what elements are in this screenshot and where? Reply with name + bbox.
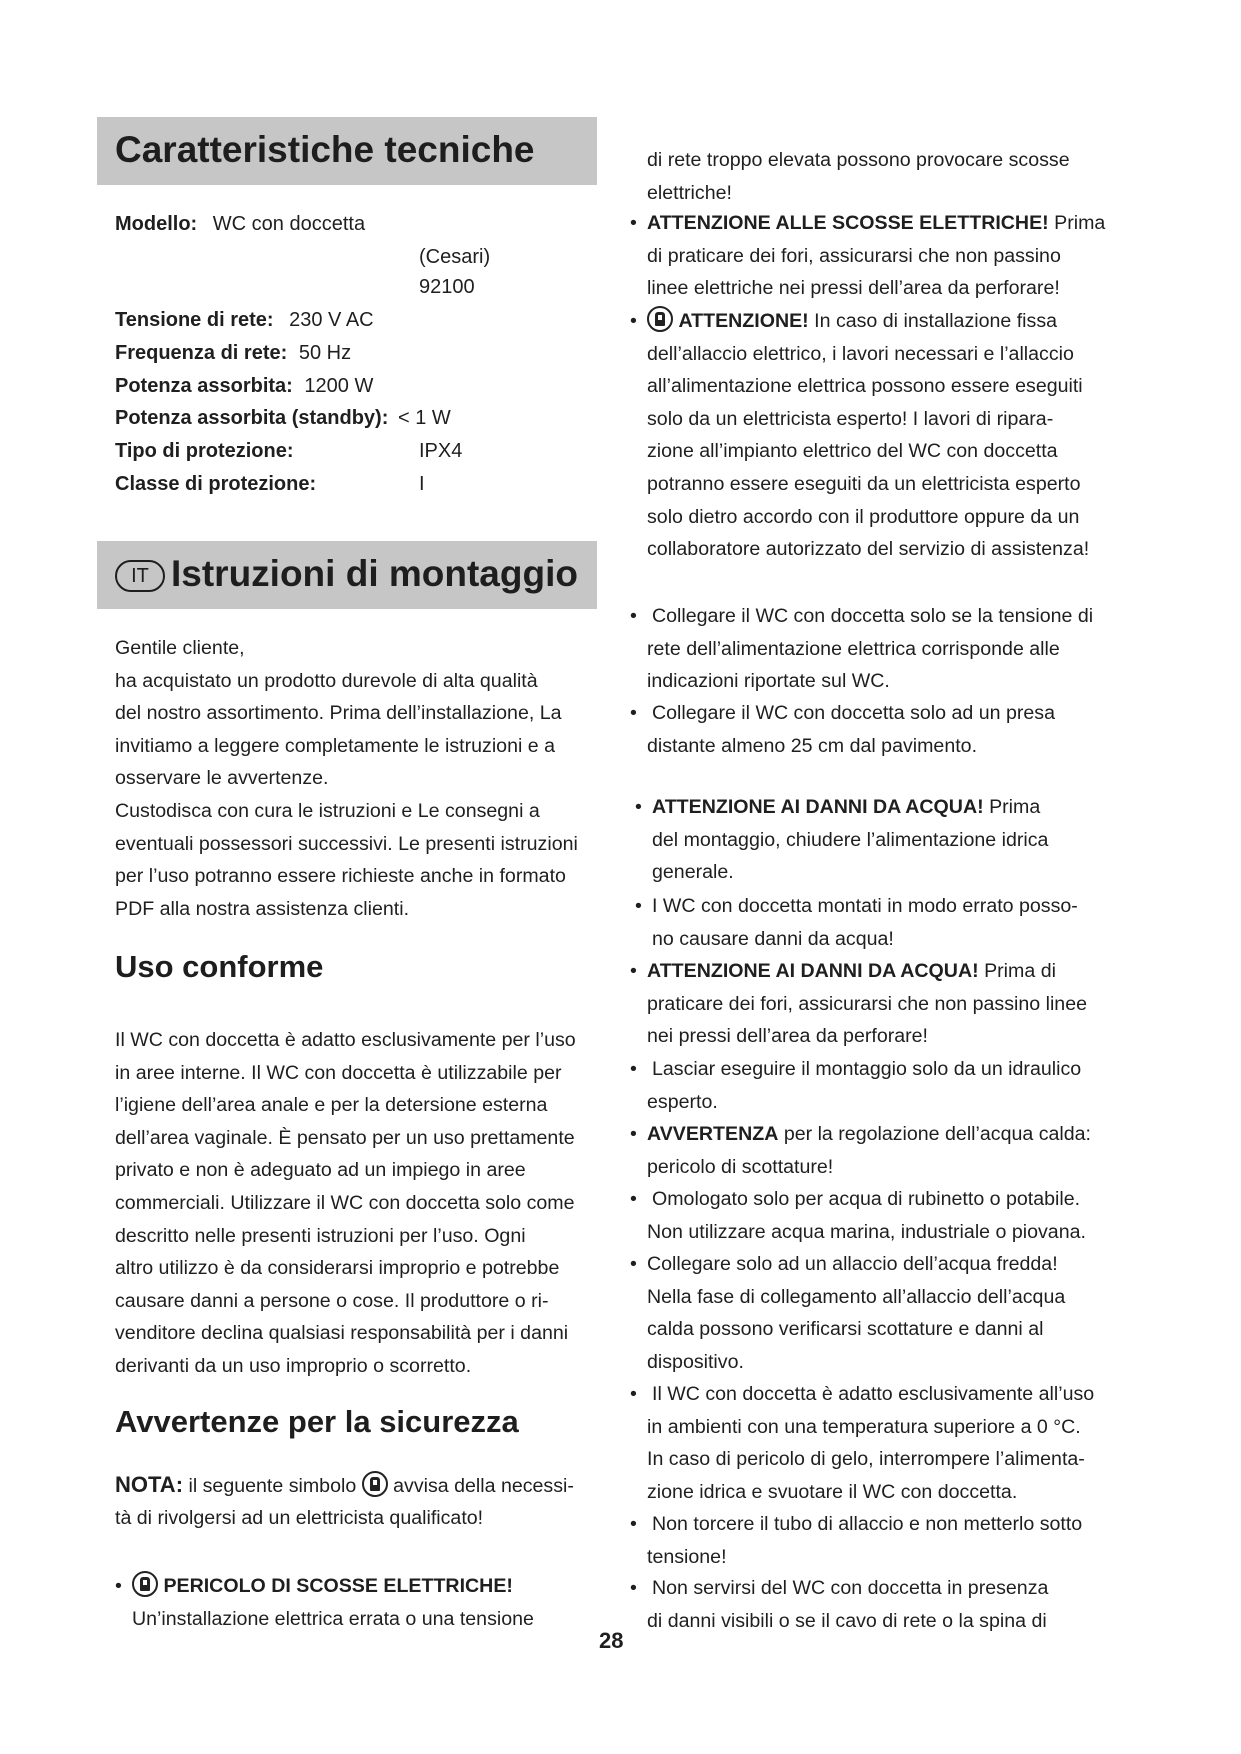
danger-title: PERICOLO DI SCOSSE ELETTRICHE! (163, 1575, 513, 1597)
specs-heading (97, 117, 597, 185)
bullet: • (630, 960, 637, 982)
spec-value: < 1 W (397, 407, 451, 429)
warning-label: ATTENZIONE ALLE SCOSSE ELETTRICHE! (647, 212, 1049, 234)
text-line: tà di rivolgersi ad un elettricista qualificato! (115, 1506, 484, 1529)
connect-voltage-item (630, 600, 1094, 698)
spec-row-protection-class (115, 473, 316, 496)
text-line: Gentile cliente, (115, 637, 245, 659)
text-line: no causare danni da acqua! (652, 927, 894, 950)
spec-value: IPX4 (419, 440, 463, 462)
bullet: • (630, 1058, 637, 1080)
warning-label: AVVERTENZA (647, 1123, 779, 1145)
bullet: • (630, 1123, 637, 1145)
text-line: esperto. (647, 1090, 718, 1113)
text-line: calda possono verificarsi scottature e danni al (647, 1318, 1044, 1341)
text-line: di danni visibili o se il cavo di rete o la spina di (647, 1609, 1047, 1632)
bullet: • (630, 1513, 637, 1535)
warning-text: Prima (989, 796, 1041, 818)
use-heading: Uso conforme (115, 949, 324, 984)
page-number: 28 (599, 1628, 624, 1653)
text-line: l’igiene dell’area anale e per la detersione esterna (115, 1094, 548, 1117)
model-extra-line: (Cesari) (419, 246, 491, 268)
spec-value: 230 V AC (289, 309, 374, 331)
text-line: osservare le avvertenze. (115, 767, 329, 790)
approved-water-item (630, 1183, 1086, 1248)
text-line: invitiamo a leggere completamente le istruzioni e a (115, 734, 555, 757)
install-title: Istruzioni di montaggio (171, 553, 578, 594)
warning-text: Prima (1054, 212, 1106, 234)
text-line: di praticare dei fori, assicurarsi che non passino (647, 244, 1061, 267)
spec-value: 1200 W (304, 375, 374, 397)
spec-row-frequency (115, 342, 351, 365)
safety-heading: Avvertenze per la sicurezza (115, 1404, 519, 1439)
electrician-icon (132, 1571, 158, 1597)
use-paragraph (115, 1024, 593, 1383)
text-line: Il WC con doccetta è adatto esclusivamente all’uso (652, 1383, 1095, 1405)
bullet: • (630, 310, 637, 332)
text-line: per l’uso potranno essere richieste anche in formato (115, 865, 566, 888)
text-line: nei pressi dell’area da perforare! (647, 1025, 928, 1048)
text-line: zione idrica e svuotare il WC con doccetta. (647, 1480, 1018, 1503)
text-line: rete dell’alimentazione elettrica corrisponde alle (647, 637, 1060, 660)
text-line: Il WC con doccetta è adatto esclusivamente per l’uso (115, 1029, 576, 1051)
text-line: generale. (652, 861, 734, 884)
warning-line (647, 207, 1105, 240)
warning-line (647, 305, 1089, 338)
damage-item (630, 1572, 1049, 1637)
text-line: in aree interne. Il WC con doccetta è utilizzabile per (115, 1061, 562, 1084)
electrician-icon (362, 1471, 388, 1497)
hot-water-warning (630, 1118, 1091, 1183)
text-line: Non servirsi del WC con doccetta in presenza (652, 1577, 1049, 1599)
text-line: del nostro assortimento. Prima dell’installazione, La (115, 702, 562, 725)
text-line: altro utilizzo è da considerarsi improprio e potrebbe (115, 1257, 560, 1280)
text-line: Collegare solo ad un allaccio dell’acqua fredda! (647, 1253, 1058, 1275)
install-heading (97, 541, 597, 609)
water-damage-warning-1 (635, 791, 1049, 889)
text-line: indicazioni riportate sul WC. (647, 670, 890, 693)
text-line: Omologato solo per acqua di rubinetto o potabile. (652, 1188, 1081, 1210)
text-line: Custodisca con cura le istruzioni e Le consegni a (115, 799, 540, 822)
specs-title: Caratteristiche tecniche (115, 129, 535, 170)
warning-text: per la regolazione dell’acqua calda: (783, 1123, 1091, 1145)
text-line: solo da un elettricista esperto! I lavori di ripara- (647, 407, 1054, 430)
text-line: Un’installazione elettrica errata o una tensione (132, 1607, 534, 1630)
warning-label: ATTENZIONE AI DANNI DA ACQUA! (647, 960, 979, 982)
spec-label: Tipo di protezione: (115, 440, 294, 462)
text-line: pericolo di scottature! (647, 1155, 834, 1178)
text-line: distante almeno 25 cm dal pavimento. (647, 734, 978, 757)
temperature-item (630, 1378, 1095, 1508)
connect-outlet-item (630, 697, 1055, 762)
bullet: • (630, 1253, 637, 1275)
text-line: zione all’impianto elettrico del WC con doccetta (647, 440, 1058, 463)
spec-label: Frequenza di rete: (115, 342, 288, 364)
text-line: elettriche! (647, 181, 732, 204)
text-line: venditore declina qualsiasi responsabilità per i danni (115, 1322, 569, 1345)
spec-label: Classe di protezione: (115, 473, 317, 495)
text-line: dell’allaccio elettrico, i lavori necessari e l’allaccio (647, 342, 1074, 365)
spec-row-power (115, 375, 373, 398)
warning-line (652, 791, 1048, 824)
text-line: solo dietro accordo con il produttore oppure da un (647, 505, 1080, 528)
text-line: praticare dei fori, assicurarsi che non passino linee (647, 992, 1087, 1015)
language-badge-icon: IT (115, 560, 165, 592)
spec-row-model (115, 213, 365, 236)
text-line: derivanti da un uso improprio o scorretto. (115, 1354, 472, 1377)
bullet: • (630, 702, 637, 724)
text-line: di rete troppo elevata possono provocare scosse (647, 149, 1070, 171)
text-line: Nella fase di collegamento all’allaccio dell’acqua (647, 1285, 1066, 1308)
bullet: • (630, 1577, 637, 1599)
text-line: Lasciar eseguire il montaggio solo da un idraulico (652, 1058, 1082, 1080)
spec-value: WC con doccetta (212, 213, 366, 235)
bullet: • (630, 212, 637, 234)
text-line: Non torcere il tubo di allaccio e non metterlo sotto (652, 1513, 1083, 1535)
warning-label: ATTENZIONE! (678, 310, 809, 332)
text-line: potranno essere eseguiti da un elettricista esperto (647, 472, 1081, 495)
nota-label: NOTA: (115, 1472, 184, 1497)
wrong-install-item (635, 890, 1078, 955)
nota-line (115, 1469, 593, 1502)
electrician-icon (647, 306, 673, 332)
text-line: tensione! (647, 1545, 727, 1568)
danger-line (132, 1570, 534, 1603)
intro-paragraph (115, 632, 593, 925)
spec-row-standby (115, 407, 451, 430)
bullet: • (115, 1575, 122, 1597)
nota-text: il seguente simbolo (188, 1475, 357, 1497)
text-line: collaboratore autorizzato del servizio di assistenza! (647, 538, 1090, 561)
bullet: • (630, 1188, 637, 1210)
spec-label: Modello: (115, 213, 198, 235)
text-line: I WC con doccetta montati in modo errato posso- (652, 895, 1078, 917)
text-line: PDF alla nostra assistenza clienti. (115, 897, 410, 920)
spec-label: Potenza assorbita: (115, 375, 293, 397)
text-line: eventuali possessori successivi. Le presenti istruzioni (115, 832, 578, 855)
text-line: privato e non è adeguato ad un impiego in aree (115, 1159, 526, 1182)
text-line: linee elettriche nei pressi dell’area da perforare! (647, 277, 1060, 300)
attention-warning (630, 305, 1090, 566)
text-line: Collegare il WC con doccetta solo ad un presa (652, 702, 1055, 724)
text-line: Collegare il WC con doccetta solo se la tensione di (652, 605, 1094, 627)
text-line: descritto nelle presenti istruzioni per l’uso. Ogni (115, 1224, 526, 1247)
warning-text: In caso di installazione fissa (814, 310, 1058, 332)
plumber-item (630, 1053, 1082, 1118)
spec-row-protection-type (115, 440, 294, 463)
bullet: • (635, 796, 642, 818)
warning-line (647, 1118, 1091, 1151)
shock-warning (630, 207, 1106, 305)
text-line: in ambienti con una temperatura superiore a 0 °C. (647, 1415, 1081, 1438)
danger-item (115, 1570, 534, 1635)
spec-label: Tensione di rete: (115, 309, 274, 331)
bullet: • (630, 1383, 637, 1405)
warning-line (647, 955, 1087, 988)
warning-text: Prima di (984, 960, 1056, 982)
text-line: In caso di pericolo di gelo, interrompere l’alimenta- (647, 1448, 1085, 1471)
text-line: dispositivo. (647, 1350, 744, 1373)
warning-label: ATTENZIONE AI DANNI DA ACQUA! (652, 796, 984, 818)
spec-row-voltage (115, 309, 374, 332)
spec-label: Potenza assorbita (standby): (115, 407, 389, 429)
cold-water-item (630, 1248, 1066, 1378)
bullet: • (630, 605, 637, 627)
nota-paragraph (115, 1469, 593, 1534)
water-damage-warning-2 (630, 955, 1087, 1053)
continued-text (647, 144, 1070, 209)
text-line: dell’area vaginale. È pensato per un uso prettamente (115, 1126, 575, 1149)
text-line: all’alimentazione elettrica possono essere eseguiti (647, 375, 1083, 398)
text-line: commerciali. Utilizzare il WC con doccetta solo come (115, 1191, 575, 1214)
nota-text: avvisa della necessi- (393, 1475, 574, 1497)
spec-value: 50 Hz (298, 342, 352, 364)
text-line: causare danni a persone o cose. Il produttore o ri- (115, 1289, 549, 1312)
text-line: ha acquistato un prodotto durevole di alta qualità (115, 669, 538, 692)
bullet: • (635, 895, 642, 917)
model-number: 92100 (419, 276, 475, 298)
spec-value: I (419, 473, 425, 495)
text-line: del montaggio, chiudere l’alimentazione idrica (652, 828, 1049, 851)
hose-item (630, 1508, 1083, 1573)
text-line: Non utilizzare acqua marina, industriale o piovana. (647, 1220, 1086, 1243)
